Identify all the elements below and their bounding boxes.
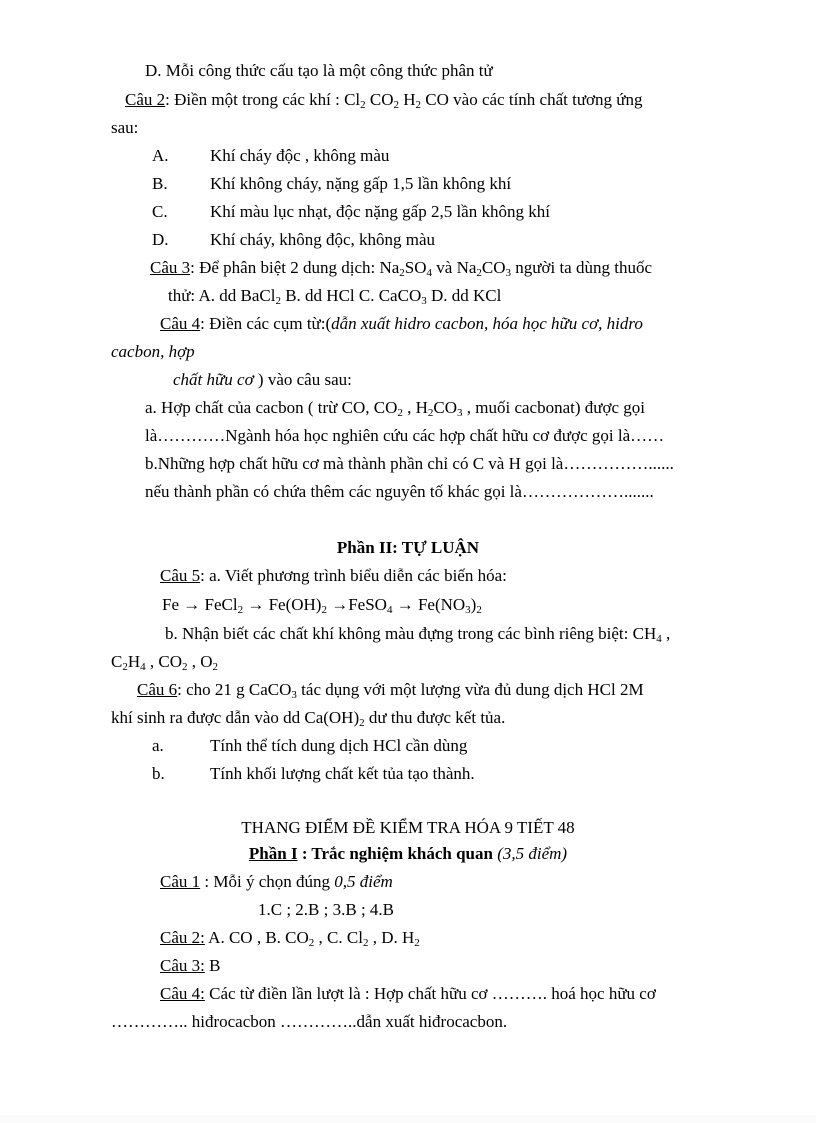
q6-task: b. Tính khối lượng chất kết tủa tạo thành. [152, 764, 475, 783]
q2-label: Câu 2 [125, 90, 166, 109]
q5-part-b-continued: $C_2H_4$ , $CO_2$ , $O_2$ [111, 652, 219, 673]
part2-title: Phần II: TỰ LUẬN [336, 538, 480, 557]
q4-sentence-a: a. Hợp chất của cacbon ( trừ CO, $CO_2$ , $H_2CO_3$ , muối cacbonat) được gọi [145, 398, 645, 419]
q4-sentence-b-continued: nếu thành phần có chứa thêm các nguyên tố khác gọi là………………....... [145, 482, 654, 501]
q4-intro-end: chất hữu cơ ) vào câu sau: [173, 370, 352, 389]
q2-option: A. Khí cháy độc , không màu [152, 146, 390, 165]
q4-label: Câu 4 [160, 314, 201, 333]
answer-part1-heading: Phần I : Trắc nghiệm khách quan (3,5 điểm) [248, 844, 568, 863]
q4-intro: Câu 4: Điền các cụm từ:(dẫn xuất hidro cacbon, hóa học hữu cơ, hidro [160, 314, 643, 333]
q3-label: Câu 3 [150, 258, 191, 277]
q5-label: Câu 5 [160, 566, 201, 585]
q3-intro: Câu 3: Để phân biệt 2 dung dịch: $Na_2SO_4$ và $Na_2CO_3$ người ta dùng thuốc [150, 258, 652, 279]
answer-c4: Câu 4: Các từ điền lần lượt là : Hợp chất hữu cơ ………. hoá học hữu cơ [160, 984, 656, 1003]
answer-c2: Câu 2: A. CO , B. $CO_2$ , C. $Cl_2$ , D. $H_2$ [160, 928, 420, 949]
page-bottom-edge [0, 1115, 816, 1123]
q5-part-b: b. Nhận biết các chất khí không màu đựng trong các bình riêng biệt: $CH_4$ , [165, 624, 671, 645]
q2-intro-continued: sau: [111, 118, 139, 137]
answer-c4-continued: ………….. hiđrocacbon …………..dẫn xuất hiđrocacbon. [111, 1012, 508, 1031]
q6-task: a. Tính thể tích dung dịch HCl cần dùng [152, 736, 468, 755]
q2-option: B. Khí không cháy, nặng gấp 1,5 lần không khí [152, 174, 512, 193]
answer-c1-values: 1.C ; 2.B ; 3.B ; 4.B [258, 900, 395, 919]
q6-label: Câu 6 [137, 680, 178, 699]
q6-intro: Câu 6: cho 21 g CaCO$_3$ tác dụng với một lượng vừa đủ dung dịch HCl 2M [137, 680, 644, 701]
q3-choices: thử: A. dd BaCl$_2$ B. dd HCl C. CaCO$_3$ D. dd KCl [168, 286, 502, 307]
q5-reaction-chain: Fe → FeCl$_2$ → $Fe(OH)_2$ →FeSO$_4$ → $Fe(NO_3)_2$ [162, 595, 482, 616]
q5-intro: Câu 5: a. Viết phương trình biểu diễn các biến hóa: [160, 566, 507, 585]
answer-c3: Câu 3: B [160, 956, 221, 975]
answer-c1: Câu 1 : Mỗi ý chọn đúng 0,5 điểm [160, 872, 393, 891]
q2-option: C. Khí màu lục nhạt, độc nặng gấp 2,5 lần không khí [152, 202, 550, 221]
q2-intro: Câu 2: Điền một trong các khí : $Cl_2$ $CO_2$ $H_2$ CO vào các tính chất tương ứng [125, 90, 643, 111]
q6-intro-continued: khí sinh ra được dẫn vào dd $Ca(OH)_2$ dư thu được kết tủa. [111, 708, 506, 729]
q4-sentence-a-continued: là…………Ngành hóa học nghiên cứu các hợp chất hữu cơ được gọi là…… [145, 426, 665, 445]
answer-key-title: THANG ĐIỂM ĐỀ KIỂM TRA HÓA 9 TIẾT 48 [241, 818, 575, 837]
q4-intro-continued: cacbon, hợp [111, 342, 195, 361]
q4-sentence-b: b.Những hợp chất hữu cơ mà thành phần chỉ có C và H gọi là……………...... [145, 454, 674, 473]
q2-option: D. Khí cháy, không độc, không màu [152, 230, 436, 249]
q1-option-d: D. Mỗi công thức cấu tạo là một công thức phân tử [145, 61, 493, 80]
